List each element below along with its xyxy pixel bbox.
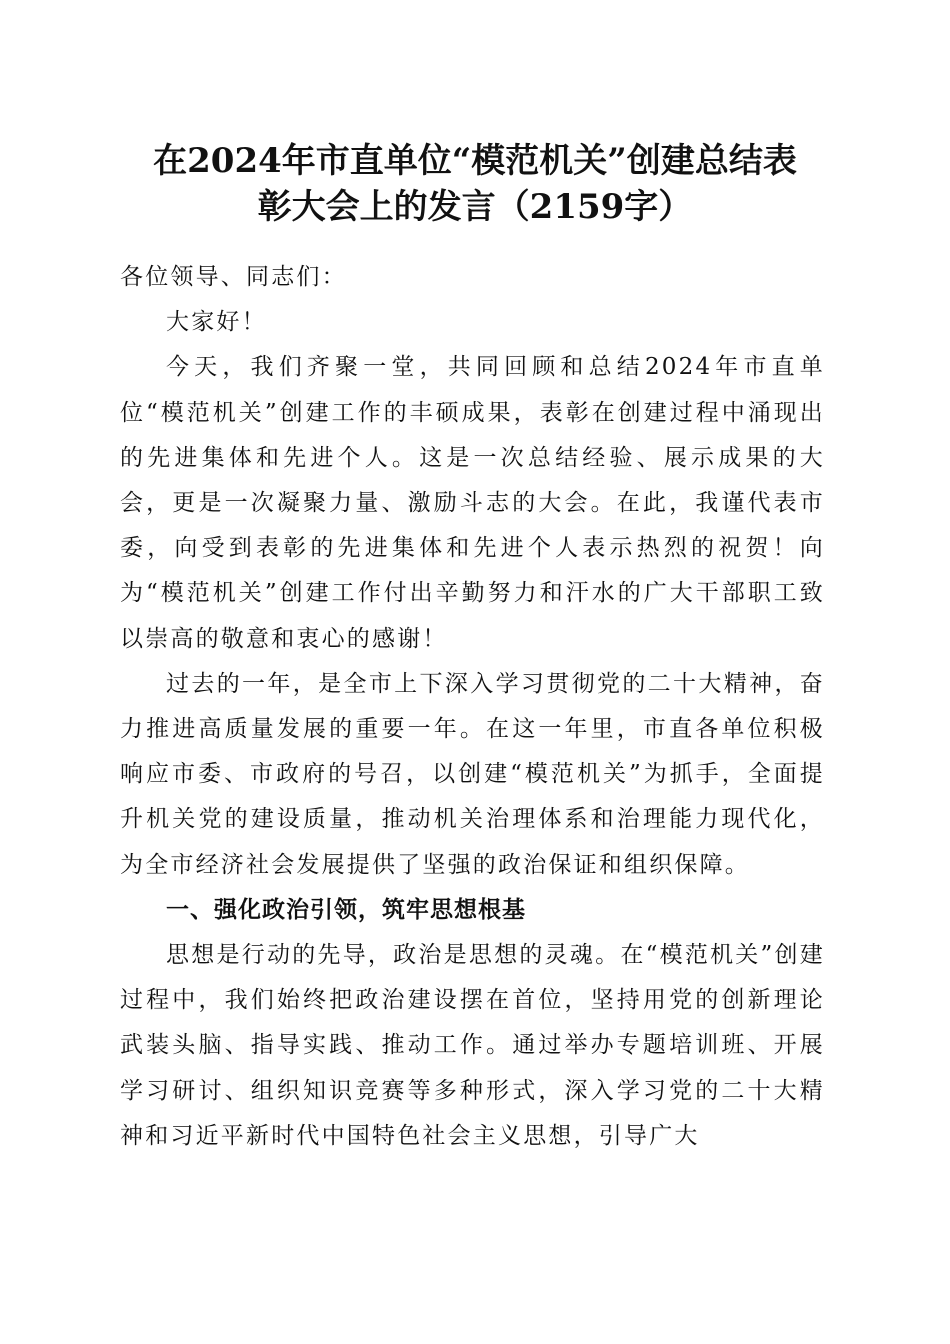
paragraph-review: 过去的一年，是全市上下深入学习贯彻党的二十大精神，奋力推进高质量发展的重要一年。在这一年里，市直各单位积极响应市委、市政府的号召，以创建“模范机关”为抓手，全面提升机关党的建设质量，推动机关治理体系和治理能力现代化，为全市经济社会发展提供了坚强的政治保证和组织保障。 bbox=[120, 670, 825, 878]
paragraph-opening: 今天，我们齐聚一堂，共同回顾和总结2024年市直单位“模范机关”创建工作的丰硕成果，表彰在创建过程中涌现出的先进集体和先进个人。这是一次总结经验、展示成果的大会，更是一次凝聚力量、激励斗志的大会。在此，我谨代表市委，向受到表彰的先进集体和先进个人表示热烈的祝贺！向为“模范机关”创建工作付出辛勤努力和汗水的广大干部职工致以崇高的敬意和衷心的感谢！ bbox=[120, 354, 825, 652]
section-heading-1: 一、强化政治引领，筑牢思想根基 bbox=[166, 896, 526, 923]
title-line-1: 在2024年市直单位“模范机关”创建总结表 bbox=[153, 141, 797, 181]
document-title bbox=[100, 138, 850, 230]
salutation: 各位领导、同志们： bbox=[120, 264, 347, 290]
paragraph-section-1: 思想是行动的先导，政治是思想的灵魂。在“模范机关”创建过程中，我们始终把政治建设摆在首位，坚持用党的创新理论武装头脑、指导实践、推动工作。通过举办专题培训班、开展学习研讨、组织知识竞赛等多种形式，深入学习党的二十大精神和习近平新时代中国特色社会主义思想，引导广大 bbox=[120, 942, 825, 1149]
title-line-2: 彰大会上的发言（2159字） bbox=[257, 187, 693, 227]
paragraph-greeting: 大家好！ bbox=[166, 309, 267, 336]
document-body bbox=[120, 255, 825, 1159]
